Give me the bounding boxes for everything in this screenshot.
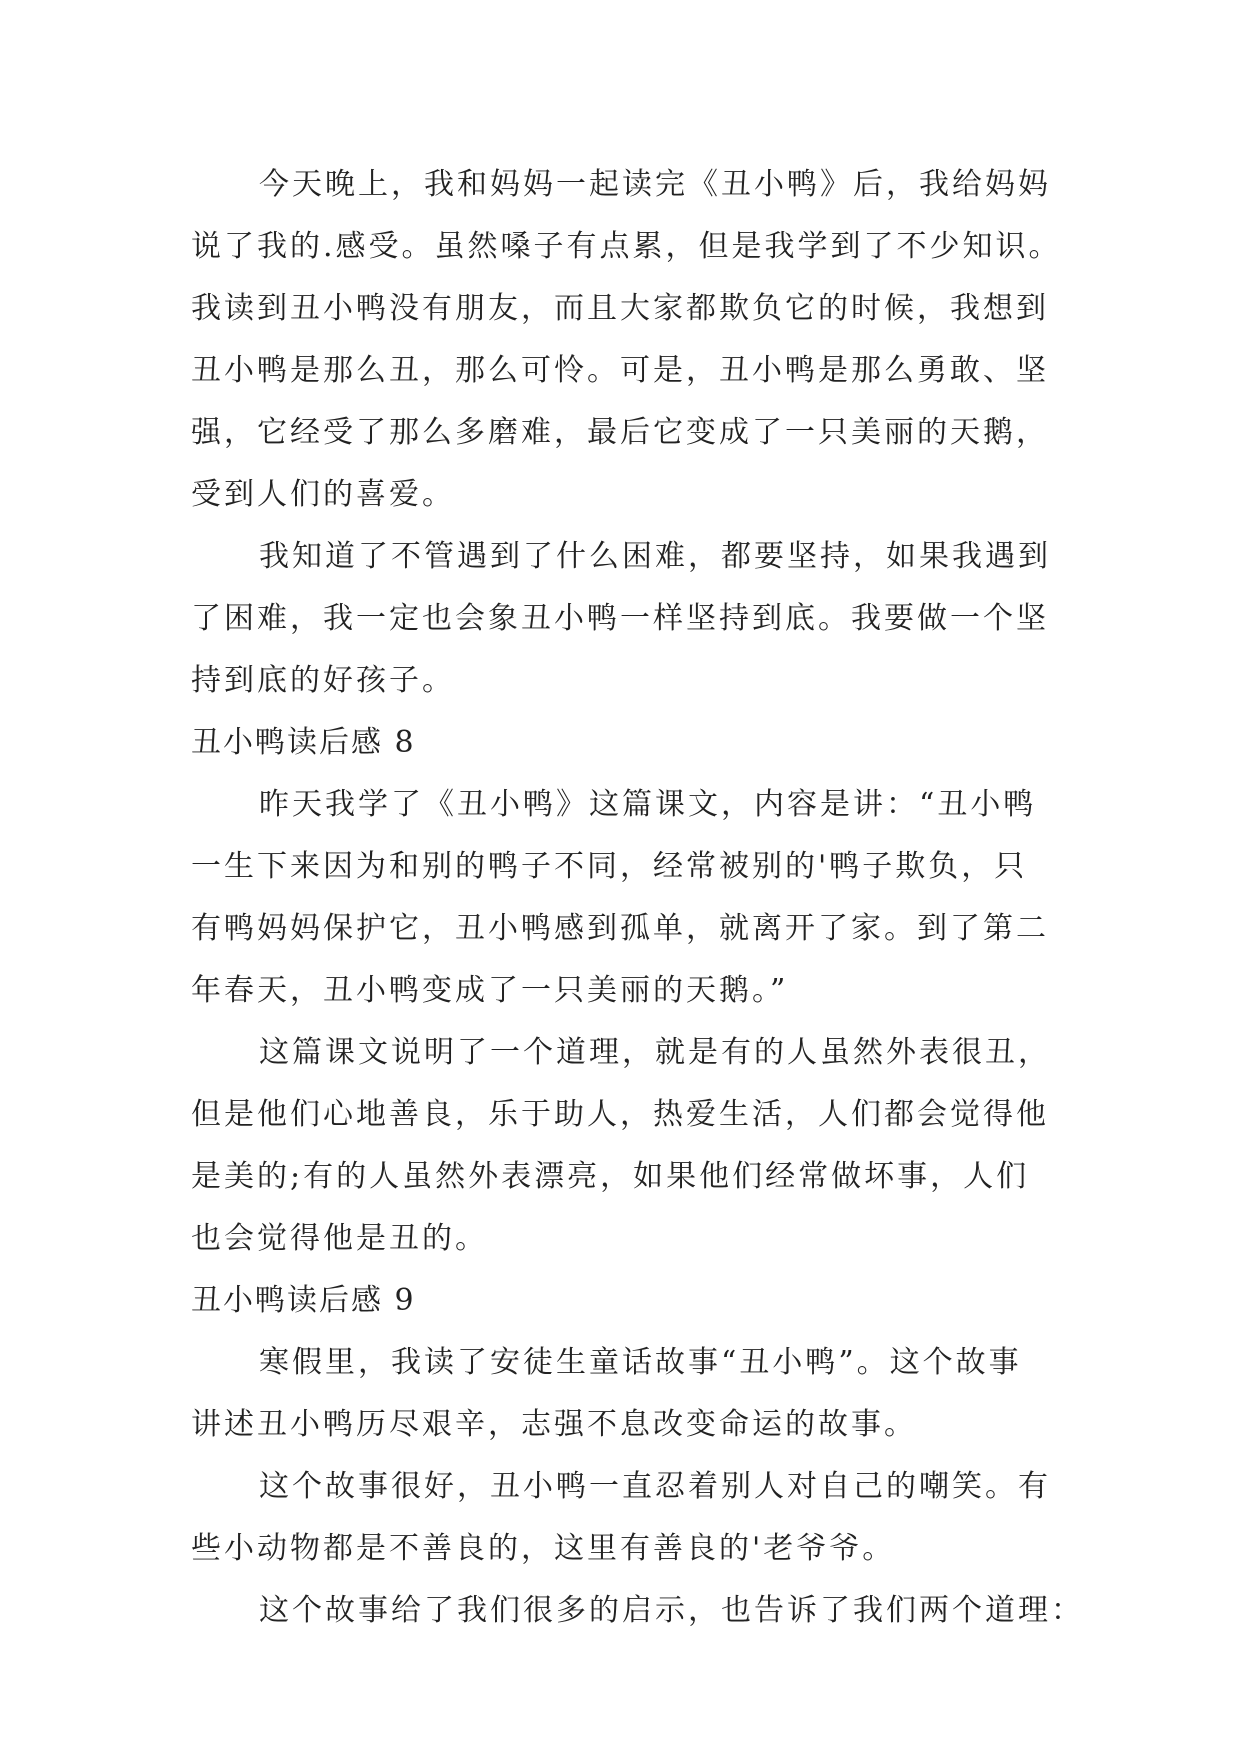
document-body [191, 154, 1084, 1642]
text-line: 也会觉得他是丑的。 [191, 1221, 488, 1256]
text-line: 了困难，我一定也会象丑小鸭一样坚持到底。我要做一个坚 [191, 601, 1049, 636]
paragraph-inspiration [191, 1580, 1084, 1642]
paragraph-reading-together [191, 154, 1071, 526]
section-heading-9: 丑小鸭读后感 9 [191, 1283, 416, 1318]
text-line: 说了我的.感受。虽然嗓子有点累，但是我学到了不少知识。 [191, 229, 1062, 264]
text-line: 但是他们心地善良，乐于助人，热爱生活，人们都会觉得他 [191, 1097, 1049, 1132]
text-line: 持到底的好孩子。 [191, 663, 455, 698]
text-line: 昨天我学了《丑小鸭》这篇课文，内容是讲：“丑小鸭 [259, 787, 1037, 822]
paragraph-story-good [191, 1456, 1071, 1580]
text-line: 些小动物都是不善良的，这里有善良的'老爷爷。 [191, 1531, 896, 1566]
text-line: 我知道了不管遇到了什么困难，都要坚持，如果我遇到 [259, 539, 1051, 574]
section-heading-8: 丑小鸭读后感 8 [191, 725, 416, 760]
text-line: 受到人们的喜爱。 [191, 477, 455, 512]
paragraph-lesson-moral [191, 1022, 1071, 1270]
paragraph-winter-break [191, 1332, 1071, 1456]
text-line: 强，它经受了那么多磨难，最后它变成了一只美丽的天鹅， [191, 415, 1049, 450]
text-line: 一生下来因为和别的鸭子不同，经常被别的'鸭子欺负，只 [191, 849, 1028, 884]
text-line: 这个故事很好，丑小鸭一直忍着别人对自己的嘲笑。有 [259, 1469, 1051, 1504]
text-line: 这篇课文说明了一个道理，就是有的人虽然外表很丑， [259, 1035, 1051, 1070]
text-line: 我读到丑小鸭没有朋友，而且大家都欺负它的时候，我想到 [191, 291, 1049, 326]
text-line: 今天晚上，我和妈妈一起读完《丑小鸭》后，我给妈妈 [259, 167, 1051, 202]
text-line: 讲述丑小鸭历尽艰辛，志强不息改变命运的故事。 [191, 1407, 917, 1442]
text-line: 是美的;有的人虽然外表漂亮，如果他们经常做坏事，人们 [191, 1159, 1030, 1194]
text-line: 丑小鸭是那么丑，那么可怜。可是，丑小鸭是那么勇敢、坚 [191, 353, 1049, 388]
text-line: 年春天，丑小鸭变成了一只美丽的天鹅。” [191, 973, 789, 1008]
paragraph-lesson-summary [191, 774, 1071, 1022]
paragraph-persistence [191, 526, 1071, 712]
text-line: 这个故事给了我们很多的启示，也告诉了我们两个道理： [259, 1593, 1084, 1628]
text-line: 寒假里，我读了安徒生童话故事“丑小鸭”。这个故事 [259, 1345, 1022, 1380]
text-line: 有鸭妈妈保护它，丑小鸭感到孤单，就离开了家。到了第二 [191, 911, 1049, 946]
